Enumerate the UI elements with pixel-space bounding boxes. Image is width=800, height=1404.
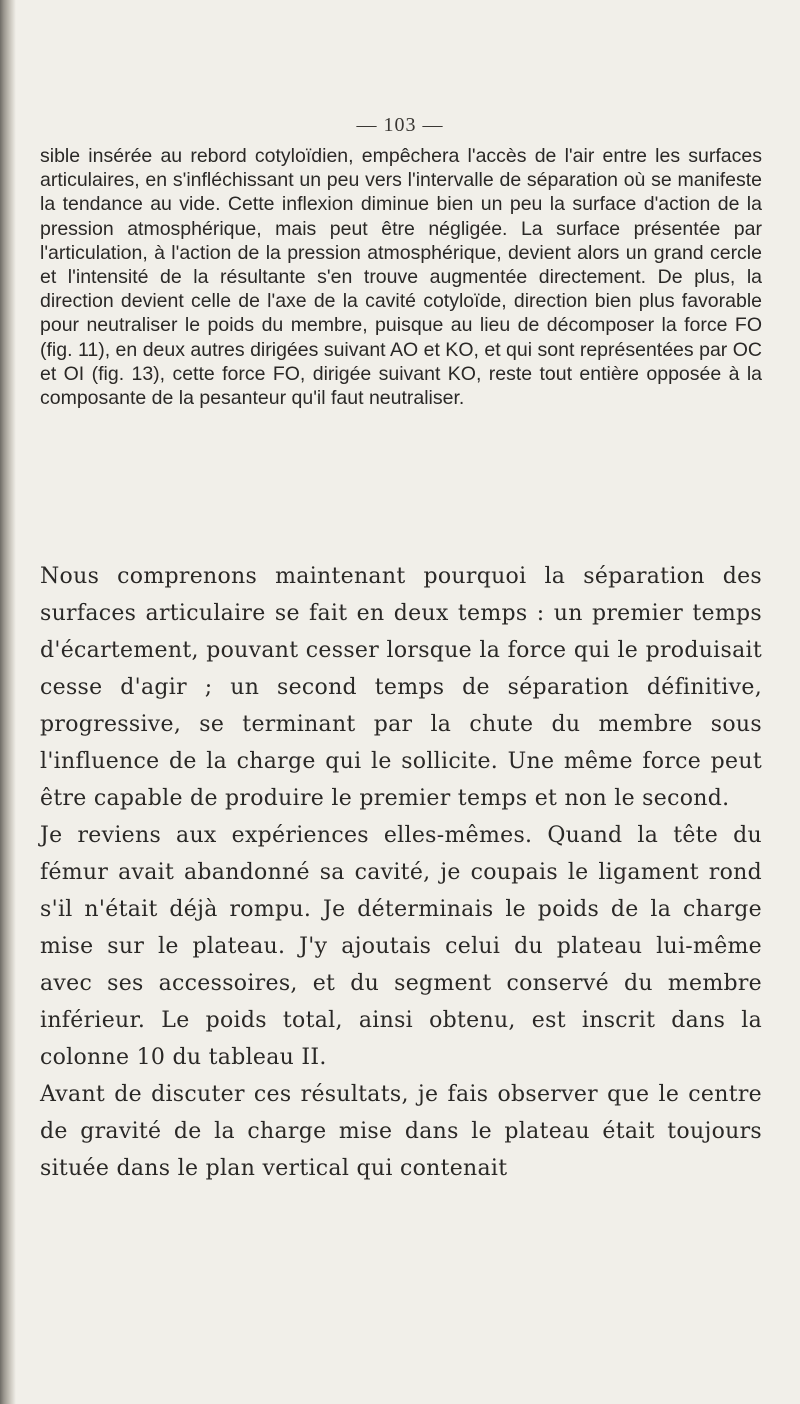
page-number: — 103 —	[356, 114, 444, 136]
text-block-large	[40, 558, 762, 1187]
text-block-small	[40, 144, 762, 410]
paragraph-large-2: Je reviens aux expériences elles-mêmes. Quand la tête du fémur avait abandonné sa cavité, je coupais le ligament rond s'il n'était déjà rompu. Je déterminais le poids de la charge mise sur le plateau. J'y ajoutais celui du plateau lui-même avec ses accessoires, et du segment conservé du membre inférieur. Le poids total, ainsi obtenu, est inscrit dans la colonne 10 du tableau II.	[40, 823, 762, 1070]
page-binding-edge	[0, 0, 16, 1404]
paragraph-small-1: sible insérée au rebord cotyloïdien, empêchera l'accès de l'air entre les surfaces articulaires, en s'infléchissant un peu vers l'intervalle de séparation où se manifeste la tendance au vide. Cette inflexion diminue bien un peu la surface d'action de la pression atmosphérique, mais peut être négligée. La surface présentée par l'articulation, à l'action de la pression atmosphérique, devient alors un grand cercle et l'intensité de la résultante s'en trouve augmentée directement. De plus, la direction devient celle de l'axe de la cavité cotyloïde, direction bien plus favorable pour neutraliser le poids du membre, puisque au lieu de décomposer la force FO (fig. 11), en deux autres dirigées suivant AO et KO, et qui sont représentées par OC et OI (fig. 13), cette force FO, dirigée suivant KO, reste tout entière opposée à la composante de la pesanteur qu'il faut neutraliser.	[40, 145, 762, 410]
paragraph-large-1: Nous comprenons maintenant pourquoi la séparation des surfaces articulaire se fait en deux temps : un premier temps d'écartement, pouvant cesser lorsque la force qui le produisait cesse d'agir ; un second temps de séparation définitive, progressive, se terminant par la chute du membre sous l'influence de la charge qui le sollicite. Une même force peut être capable de produire le premier temps et non le second.	[40, 564, 762, 811]
paragraph-large-3: Avant de discuter ces résultats, je fais observer que le centre de gravité de la charge mise dans le plateau était toujours située dans le plan vertical qui contenait	[40, 1082, 762, 1181]
